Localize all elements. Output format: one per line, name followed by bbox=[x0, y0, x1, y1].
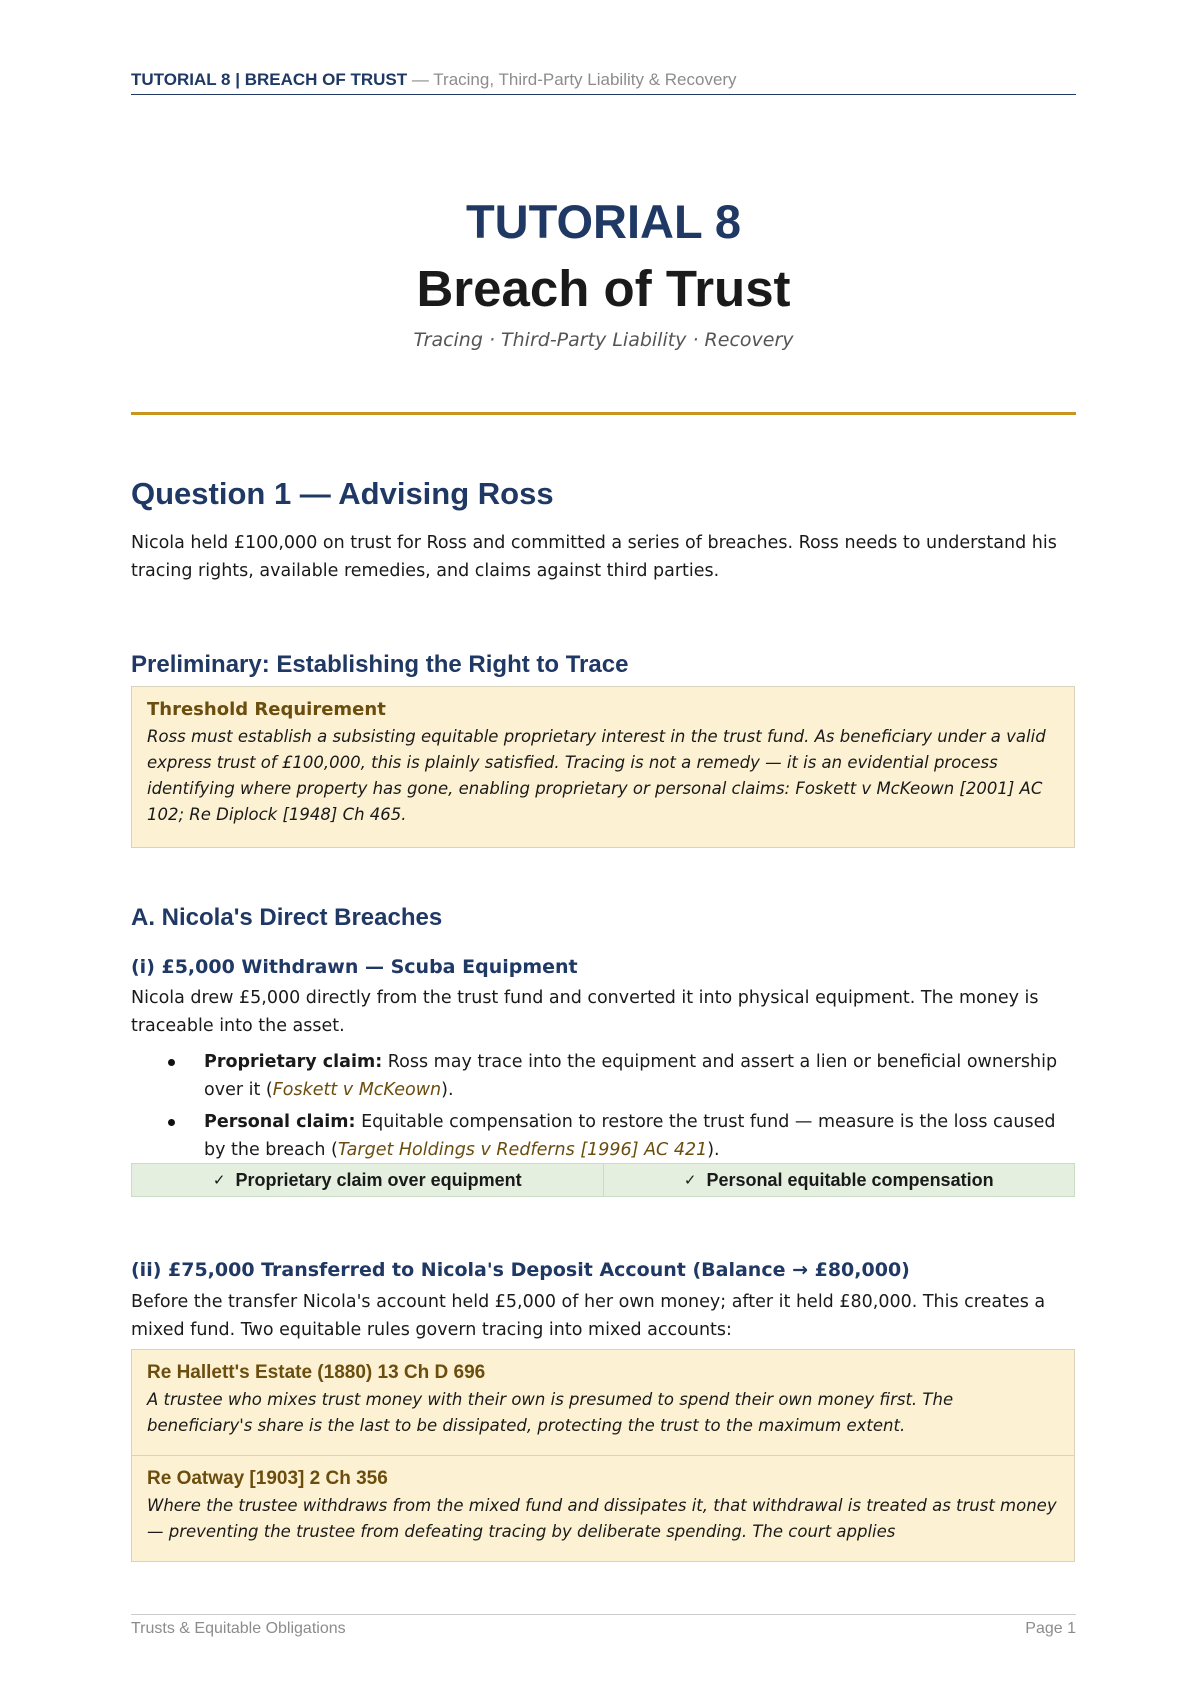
claims-list bbox=[131, 1048, 1076, 1168]
bullet-text-end: ). bbox=[707, 1140, 720, 1160]
threshold-callout-cell bbox=[132, 687, 1074, 837]
check-icon: ✓ bbox=[212, 1171, 226, 1189]
claims-checklist bbox=[131, 1163, 1075, 1197]
running-header-title: TUTORIAL 8 | BREACH OF TRUST bbox=[131, 70, 408, 89]
document-title-number: TUTORIAL 8 bbox=[465, 195, 742, 248]
subsection-ii-heading: (ii) £75,000 Transferred to Nicola's Deposit Account (Balance → £80,000) bbox=[131, 1259, 910, 1281]
footer-page-number: Page 1 bbox=[1025, 1620, 1076, 1637]
checklist-label: Personal equitable compensation bbox=[706, 1169, 994, 1190]
mixed-fund-rules-callout bbox=[131, 1349, 1075, 1562]
case-citation: Target Holdings v Redferns [1996] AC 421 bbox=[337, 1140, 708, 1160]
bullet-icon bbox=[168, 1119, 175, 1126]
subsection-ii-paragraph: Before the transfer Nicola's account held £5,000 of her own money; after it held £80,000. This creates a mixed fund. Two equitable rules govern tracing into mixed accounts: bbox=[131, 1292, 1046, 1340]
bullet-icon bbox=[168, 1059, 175, 1066]
bullet-text-end: ). bbox=[441, 1080, 454, 1100]
question-1-heading: Question 1 — Advising Ross bbox=[131, 476, 554, 511]
subsection-i-heading: (i) £5,000 Withdrawn — Scuba Equipment bbox=[131, 956, 578, 978]
bullet-label: Personal claim: bbox=[204, 1112, 356, 1132]
rule-body: Where the trustee withdraws from the mixed fund and dissipates it, that withdrawal is treated as trust money — preventing the trustee from defeating tracing by deliberate spending. The court applies bbox=[147, 1496, 1057, 1541]
footer-course-title: Trusts & Equitable Obligations bbox=[131, 1620, 346, 1637]
bullet-label: Proprietary claim: bbox=[204, 1052, 383, 1072]
subsection-i-paragraph: Nicola drew £5,000 directly from the trust fund and converted it into physical equipment. The money is traceable into the asset. bbox=[131, 988, 1039, 1036]
checklist-label: Proprietary claim over equipment bbox=[235, 1169, 522, 1190]
footer-divider bbox=[131, 1614, 1076, 1615]
section-a-heading: A. Nicola's Direct Breaches bbox=[131, 904, 443, 931]
threshold-callout bbox=[131, 686, 1075, 848]
rule-title: Re Oatway [1903] 2 Ch 356 bbox=[147, 1468, 388, 1489]
document-title: Breach of Trust bbox=[416, 260, 791, 317]
title-divider bbox=[131, 412, 1076, 415]
rule-cell-hallett bbox=[132, 1350, 1074, 1455]
rule-body: A trustee who mixes trust money with their own is presumed to spend their own money first. The beneficiary's share is the last to be dissipated, protecting the trust to the maximum extent. bbox=[147, 1390, 954, 1435]
bullet-text: Equitable compensation to restore the trust fund — measure is the loss caused by the breach ( bbox=[204, 1112, 1056, 1160]
preliminary-heading: Preliminary: Establishing the Right to Trace bbox=[131, 651, 629, 678]
running-header-subtitle: — Tracing, Third-Party Liability & Recovery bbox=[411, 70, 737, 89]
document-subtitle: Tracing · Third-Party Liability · Recovery bbox=[413, 329, 794, 351]
rule-title: Re Hallett's Estate (1880) 13 Ch D 696 bbox=[147, 1362, 486, 1383]
question-1-intro: Nicola held £100,000 on trust for Ross and committed a series of breaches. Ross needs to understand his tracing rights, available remedies, and claims against third parties. bbox=[131, 533, 1057, 581]
checklist-cell-personal bbox=[603, 1164, 1075, 1196]
running-header bbox=[131, 70, 1076, 95]
bullet-text: Ross may trace into the equipment and assert a lien or beneficial ownership over it ( bbox=[204, 1052, 1058, 1100]
threshold-callout-body: Ross must establish a subsisting equitable proprietary interest in the trust fund. As beneficiary under a valid express trust of £100,000, this is plainly satisfied. Tracing is not a remedy — it is an evidential process identifying where property has gone, enabling proprietary or personal claims: Foskett v McKeown [2001] AC 102; Re Diplock [1948] Ch 465. bbox=[147, 727, 1046, 824]
check-icon: ✓ bbox=[683, 1171, 697, 1189]
case-citation: Foskett v McKeown bbox=[272, 1080, 442, 1100]
rule-cell-oatway bbox=[132, 1455, 1074, 1554]
threshold-callout-title: Threshold Requirement bbox=[147, 699, 386, 720]
list-item bbox=[131, 1108, 1076, 1164]
list-item bbox=[131, 1048, 1076, 1104]
checklist-cell-proprietary bbox=[132, 1164, 603, 1196]
